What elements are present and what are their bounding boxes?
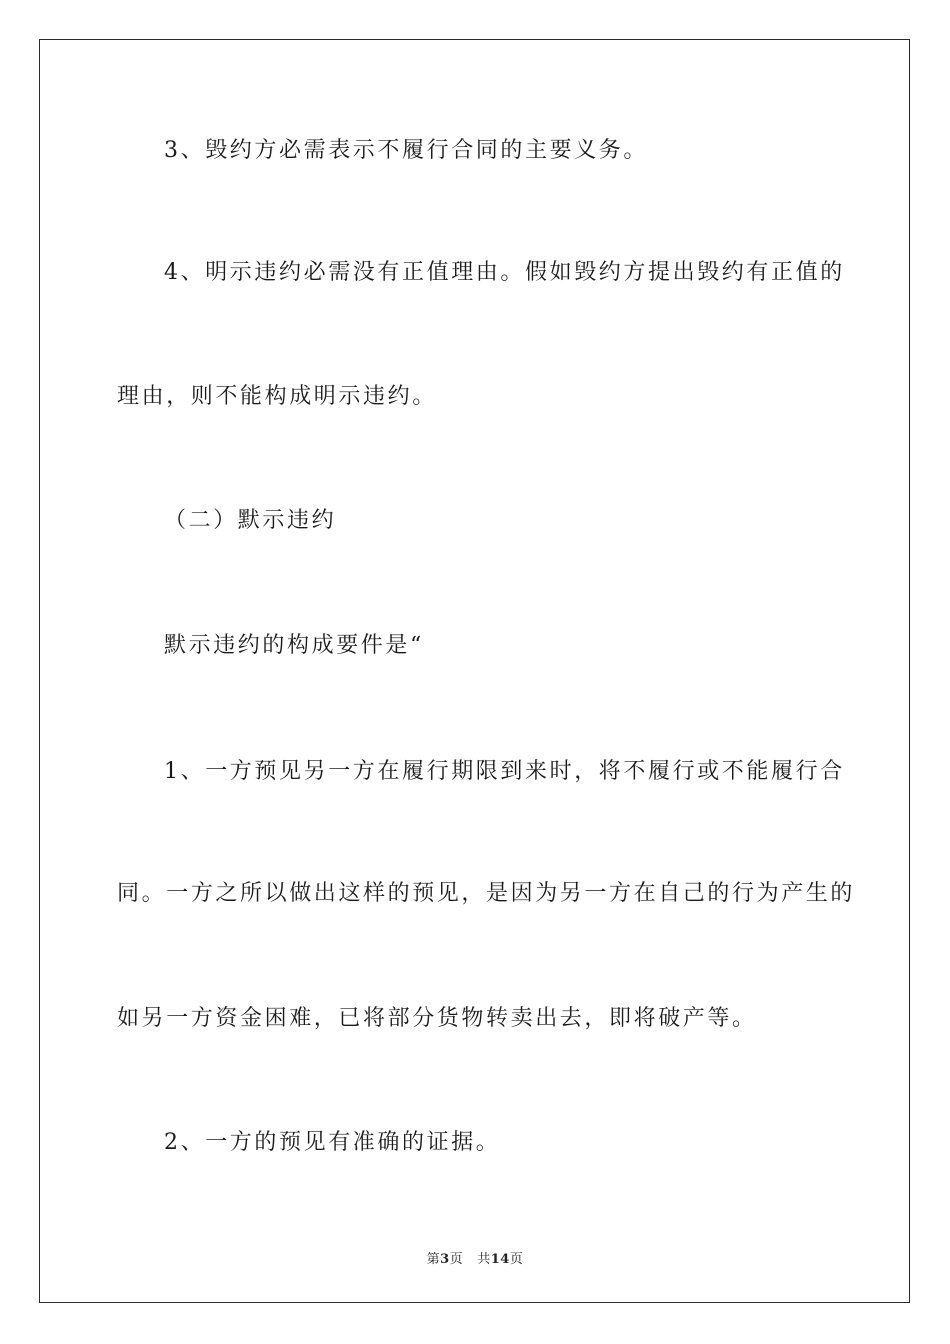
footer-page-suffix: 页 xyxy=(449,1252,464,1267)
page-border xyxy=(39,39,910,1303)
paragraph-3-repudiation-obligation: 3、毁约方必需表示不履行合同的主要义务。 xyxy=(164,138,648,163)
paragraph-1-anticipation: 1、一方预见另一方在履行期限到来时，将不履行或不能履行合 xyxy=(164,759,845,784)
section-heading-implied-breach: （二）默示违约 xyxy=(164,508,337,533)
footer-page-prefix: 第 xyxy=(426,1252,441,1267)
paragraph-4-continuation: 理由，则不能构成明示违约。 xyxy=(117,384,437,409)
paragraph-1-continuation-b: 如另一方资金困难，已将部分货物转卖出去，即将破产等。 xyxy=(117,1006,757,1031)
footer-page-number: 3 xyxy=(440,1252,450,1267)
paragraph-elements-intro: 默示违约的构成要件是“ xyxy=(164,633,424,658)
paragraph-1-continuation-a: 同。一方之所以做出这样的预见，是因为另一方在自己的行为产生的 xyxy=(117,881,856,906)
footer-total-prefix: 共 xyxy=(477,1252,491,1267)
paragraph-2-evidence: 2、一方的预见有准确的证据。 xyxy=(164,1130,501,1155)
footer-total-suffix: 页 xyxy=(509,1252,524,1267)
paragraph-4-no-justification: 4、明示违约必需没有正值理由。假如毁约方提出毁约有正值的 xyxy=(164,260,845,285)
page-footer xyxy=(0,1248,950,1267)
footer-total-pages: 14 xyxy=(490,1252,510,1267)
